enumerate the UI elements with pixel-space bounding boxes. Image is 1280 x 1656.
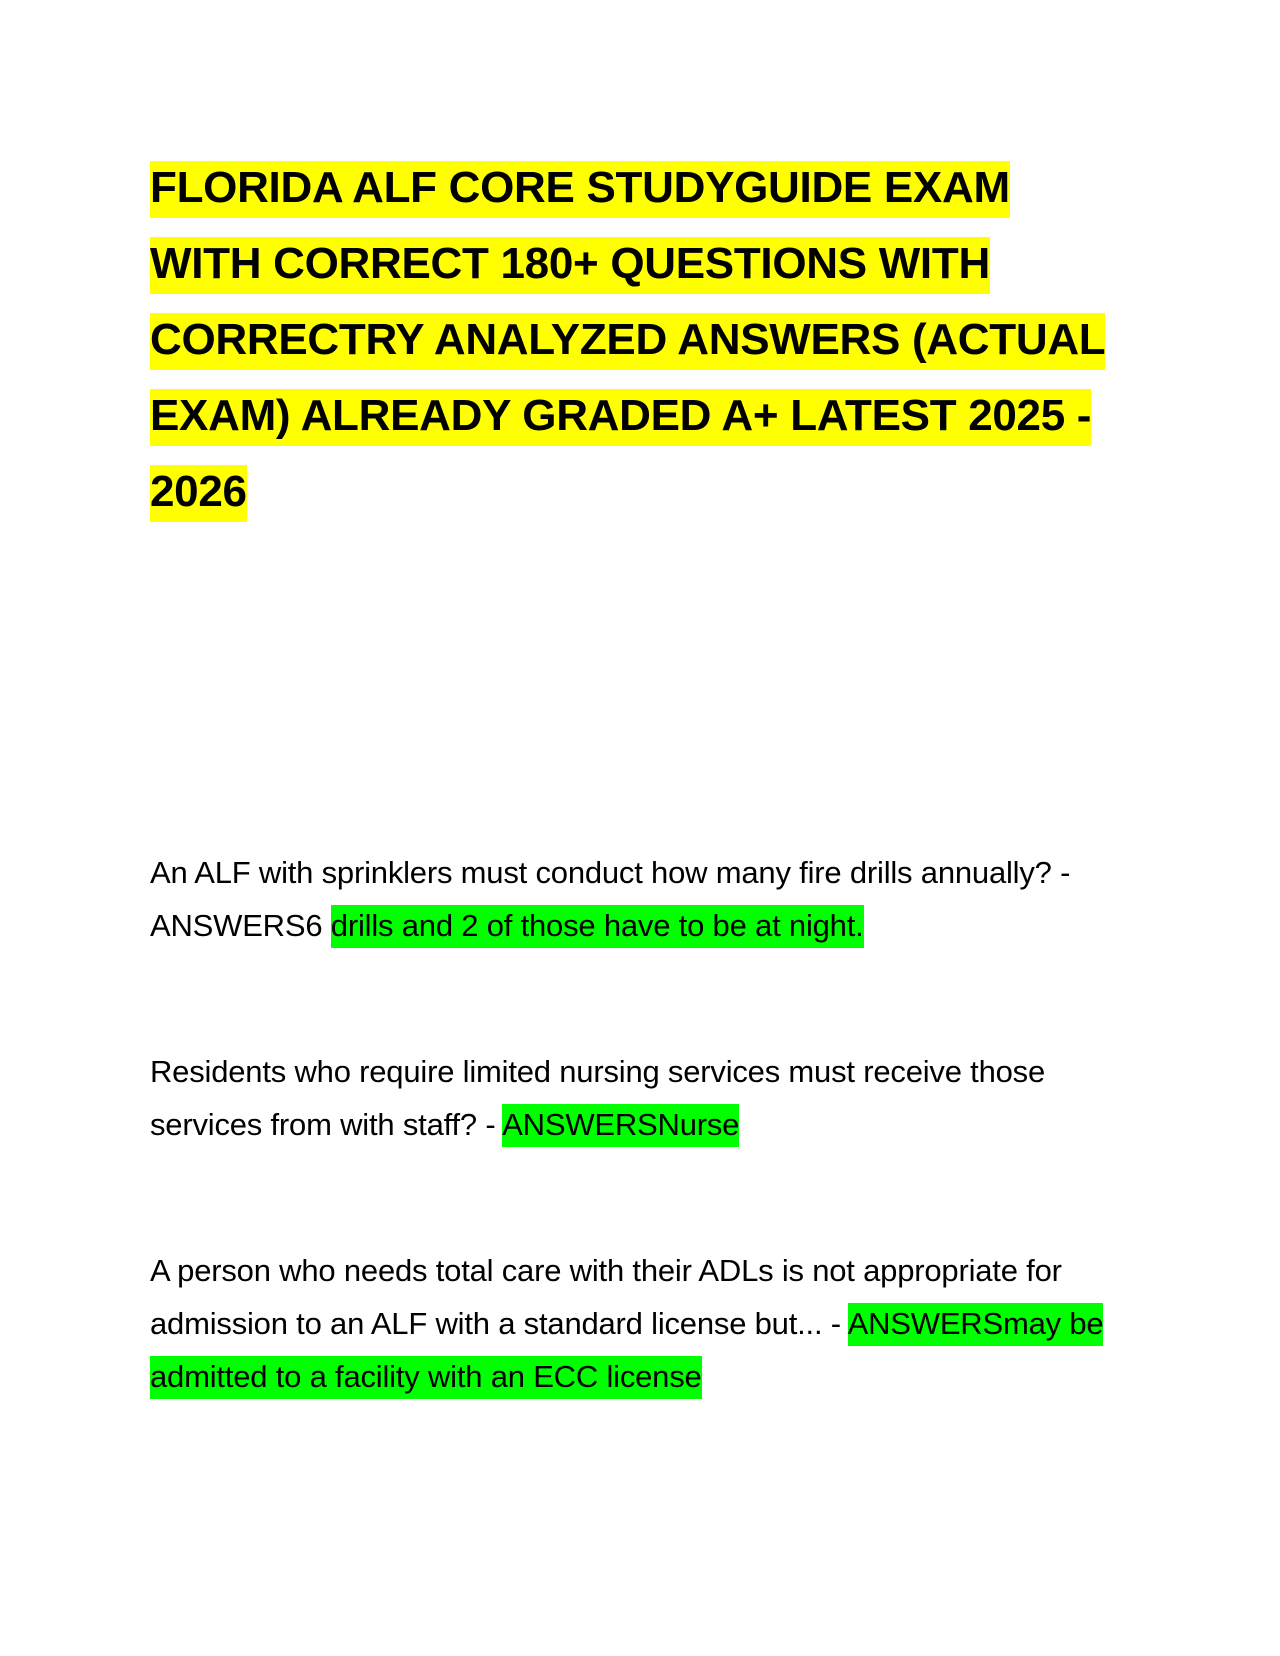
question-text: A person who needs total care with their ADLs is not appropriate for admission to an ALF with a standard license but... - [150, 1253, 1062, 1341]
qa-item [150, 1244, 1110, 1403]
answer-highlight: drills and 2 of those have to be at night. [331, 905, 864, 948]
question-text: An ALF with sprinklers must conduct how many fire drills annually? - [150, 855, 1071, 890]
qa-item [150, 846, 1110, 952]
answer-highlight: ANSWERSNurse [502, 1104, 739, 1147]
answer-highlight: ANSWERSmay be admitted to a facility with an ECC license [150, 1303, 1103, 1399]
document-title-text: FLORIDA ALF CORE STUDYGUIDE EXAM WITH CORRECT 180+ QUESTIONS WITH CORRECTRY ANALYZED ANSWERS (ACTUAL EXAM) ALREADY GRADED A+ LATEST 2025 - 2026 [150, 161, 1105, 522]
answer-text: ANSWERS6 [150, 908, 331, 943]
question-text: Residents who require limited nursing services must receive those services from with staff? - [150, 1054, 1046, 1142]
document-title [150, 150, 1130, 530]
qa-item [150, 1045, 1110, 1151]
